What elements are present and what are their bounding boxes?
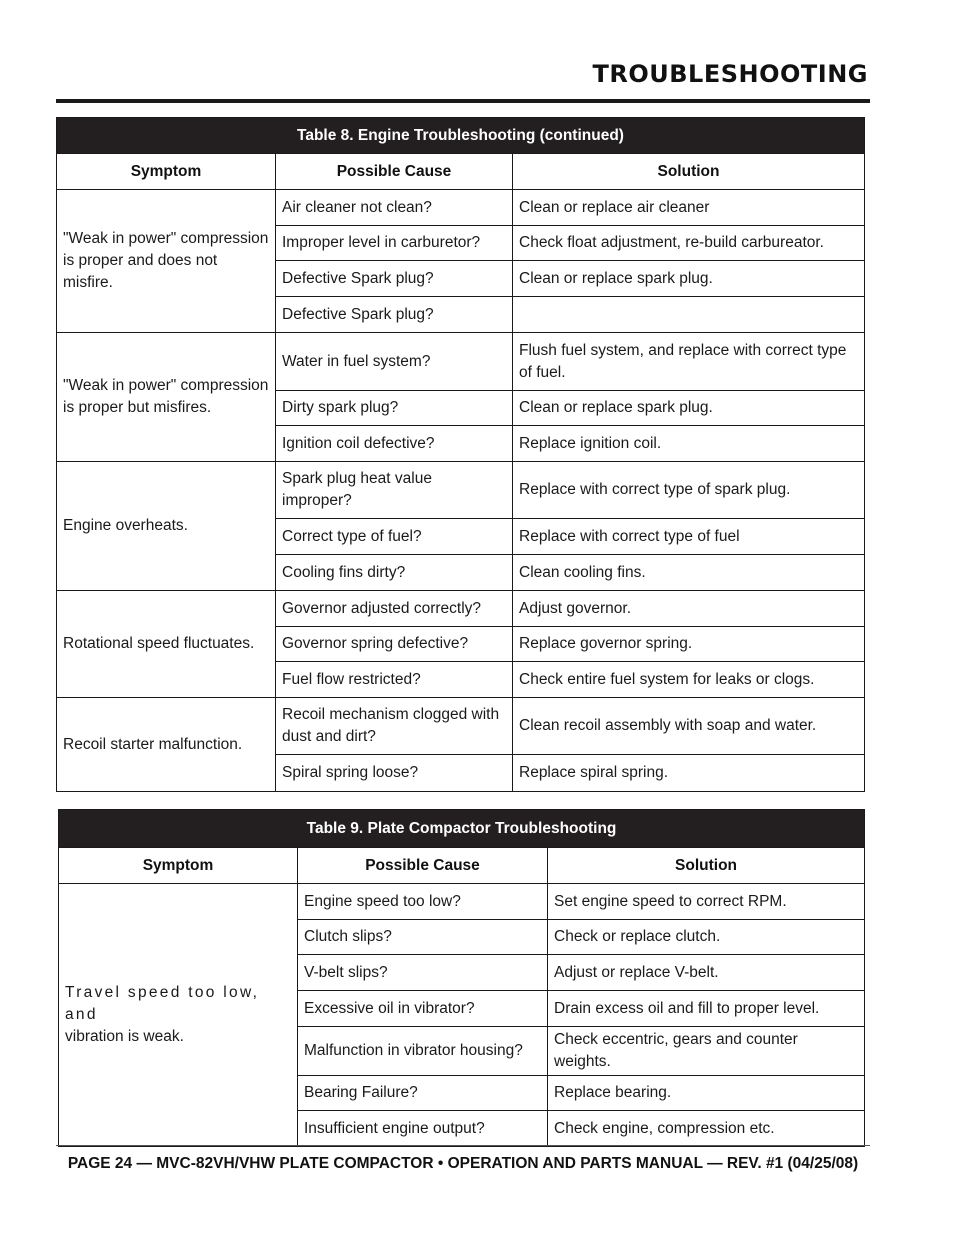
cause-cell: Correct type of fuel?: [276, 519, 513, 555]
cause-cell: Bearing Failure?: [298, 1076, 548, 1111]
cause-cell: Defective Spark plug?: [276, 261, 513, 297]
solution-cell: Replace spiral spring.: [513, 755, 865, 792]
plate-compactor-troubleshooting-table: [58, 809, 865, 1147]
cause-cell: Spiral spring loose?: [276, 755, 513, 792]
column-header-solution: Solution: [548, 848, 865, 884]
solution-cell: Check or replace clutch.: [548, 920, 865, 955]
table-caption: Table 9. Plate Compactor Troubleshooting: [59, 810, 865, 848]
cause-cell: V-belt slips?: [298, 955, 548, 991]
table-row: [57, 698, 865, 755]
page-title: TROUBLESHOOTING: [592, 60, 868, 88]
symptom-cell: [59, 884, 298, 1147]
table-row: [57, 462, 865, 519]
solution-cell: Drain excess oil and fill to proper level.: [548, 991, 865, 1027]
column-header-symptom: Symptom: [57, 154, 276, 190]
solution-cell: Clean recoil assembly with soap and water.: [513, 698, 865, 755]
solution-cell: Flush fuel system, and replace with correct type of fuel.: [513, 333, 865, 391]
solution-cell: Check engine, compression etc.: [548, 1111, 865, 1147]
symptom-cell: Recoil starter malfunction.: [57, 698, 276, 792]
cause-cell: Governor adjusted correctly?: [276, 591, 513, 627]
solution-cell: Replace with correct type of fuel: [513, 519, 865, 555]
solution-cell: Clean or replace spark plug.: [513, 261, 865, 297]
cause-cell: Recoil mechanism clogged with dust and dirt?: [276, 698, 513, 755]
solution-cell: Check entire fuel system for leaks or clogs.: [513, 662, 865, 698]
cause-cell: Governor spring defective?: [276, 627, 513, 662]
table-caption: Table 8. Engine Troubleshooting (continued): [57, 118, 865, 154]
solution-cell: Clean cooling fins.: [513, 555, 865, 591]
cause-cell: Malfunction in vibrator housing?: [298, 1027, 548, 1076]
solution-cell: Replace bearing.: [548, 1076, 865, 1111]
column-header-solution: Solution: [513, 154, 865, 190]
solution-cell: Clean or replace air cleaner: [513, 190, 865, 226]
engine-troubleshooting-table: [56, 117, 865, 792]
solution-cell: Replace with correct type of spark plug.: [513, 462, 865, 519]
column-header-cause: Possible Cause: [276, 154, 513, 190]
symptom-cell: "Weak in power" compression is proper but misfires.: [57, 333, 276, 462]
solution-cell: Clean or replace spark plug.: [513, 391, 865, 426]
column-header-cause: Possible Cause: [298, 848, 548, 884]
cause-cell: Clutch slips?: [298, 920, 548, 955]
cause-cell: Dirty spark plug?: [276, 391, 513, 426]
table-row: [57, 190, 865, 226]
cause-cell: Improper level in carburetor?: [276, 226, 513, 261]
title-rule: [56, 99, 870, 103]
footer-rule: [56, 1145, 870, 1146]
cause-cell: Spark plug heat value improper?: [276, 462, 513, 519]
solution-cell: Adjust or replace V-belt.: [548, 955, 865, 991]
page-footer: PAGE 24 — MVC-82VH/VHW PLATE COMPACTOR • OPERATION AND PARTS MANUAL — REV. #1 (04/25/08): [67, 1155, 859, 1172]
cause-cell: Ignition coil defective?: [276, 426, 513, 462]
solution-cell: Check eccentric, gears and counter weights.: [548, 1027, 865, 1076]
cause-cell: Air cleaner not clean?: [276, 190, 513, 226]
solution-cell: Check float adjustment, re-build carbureator.: [513, 226, 865, 261]
solution-cell: Adjust governor.: [513, 591, 865, 627]
symptom-line: Travel speed too low, and: [65, 984, 260, 1023]
cause-cell: Defective Spark plug?: [276, 297, 513, 333]
cause-cell: Insufficient engine output?: [298, 1111, 548, 1147]
symptom-cell: Rotational speed fluctuates.: [57, 591, 276, 698]
symptom-cell: Engine overheats.: [57, 462, 276, 591]
symptom-cell: "Weak in power" compression is proper and does not misfire.: [57, 190, 276, 333]
cause-cell: Cooling fins dirty?: [276, 555, 513, 591]
cause-cell: Engine speed too low?: [298, 884, 548, 920]
solution-cell: [513, 297, 865, 333]
table-row: [57, 591, 865, 627]
solution-cell: Set engine speed to correct RPM.: [548, 884, 865, 920]
solution-cell: Replace ignition coil.: [513, 426, 865, 462]
symptom-line: vibration is weak.: [65, 1028, 184, 1045]
column-header-symptom: Symptom: [59, 848, 298, 884]
cause-cell: Fuel flow restricted?: [276, 662, 513, 698]
table-row: [59, 884, 865, 920]
cause-cell: Excessive oil in vibrator?: [298, 991, 548, 1027]
table-row: [57, 333, 865, 391]
cause-cell: Water in fuel system?: [276, 333, 513, 391]
solution-cell: Replace governor spring.: [513, 627, 865, 662]
